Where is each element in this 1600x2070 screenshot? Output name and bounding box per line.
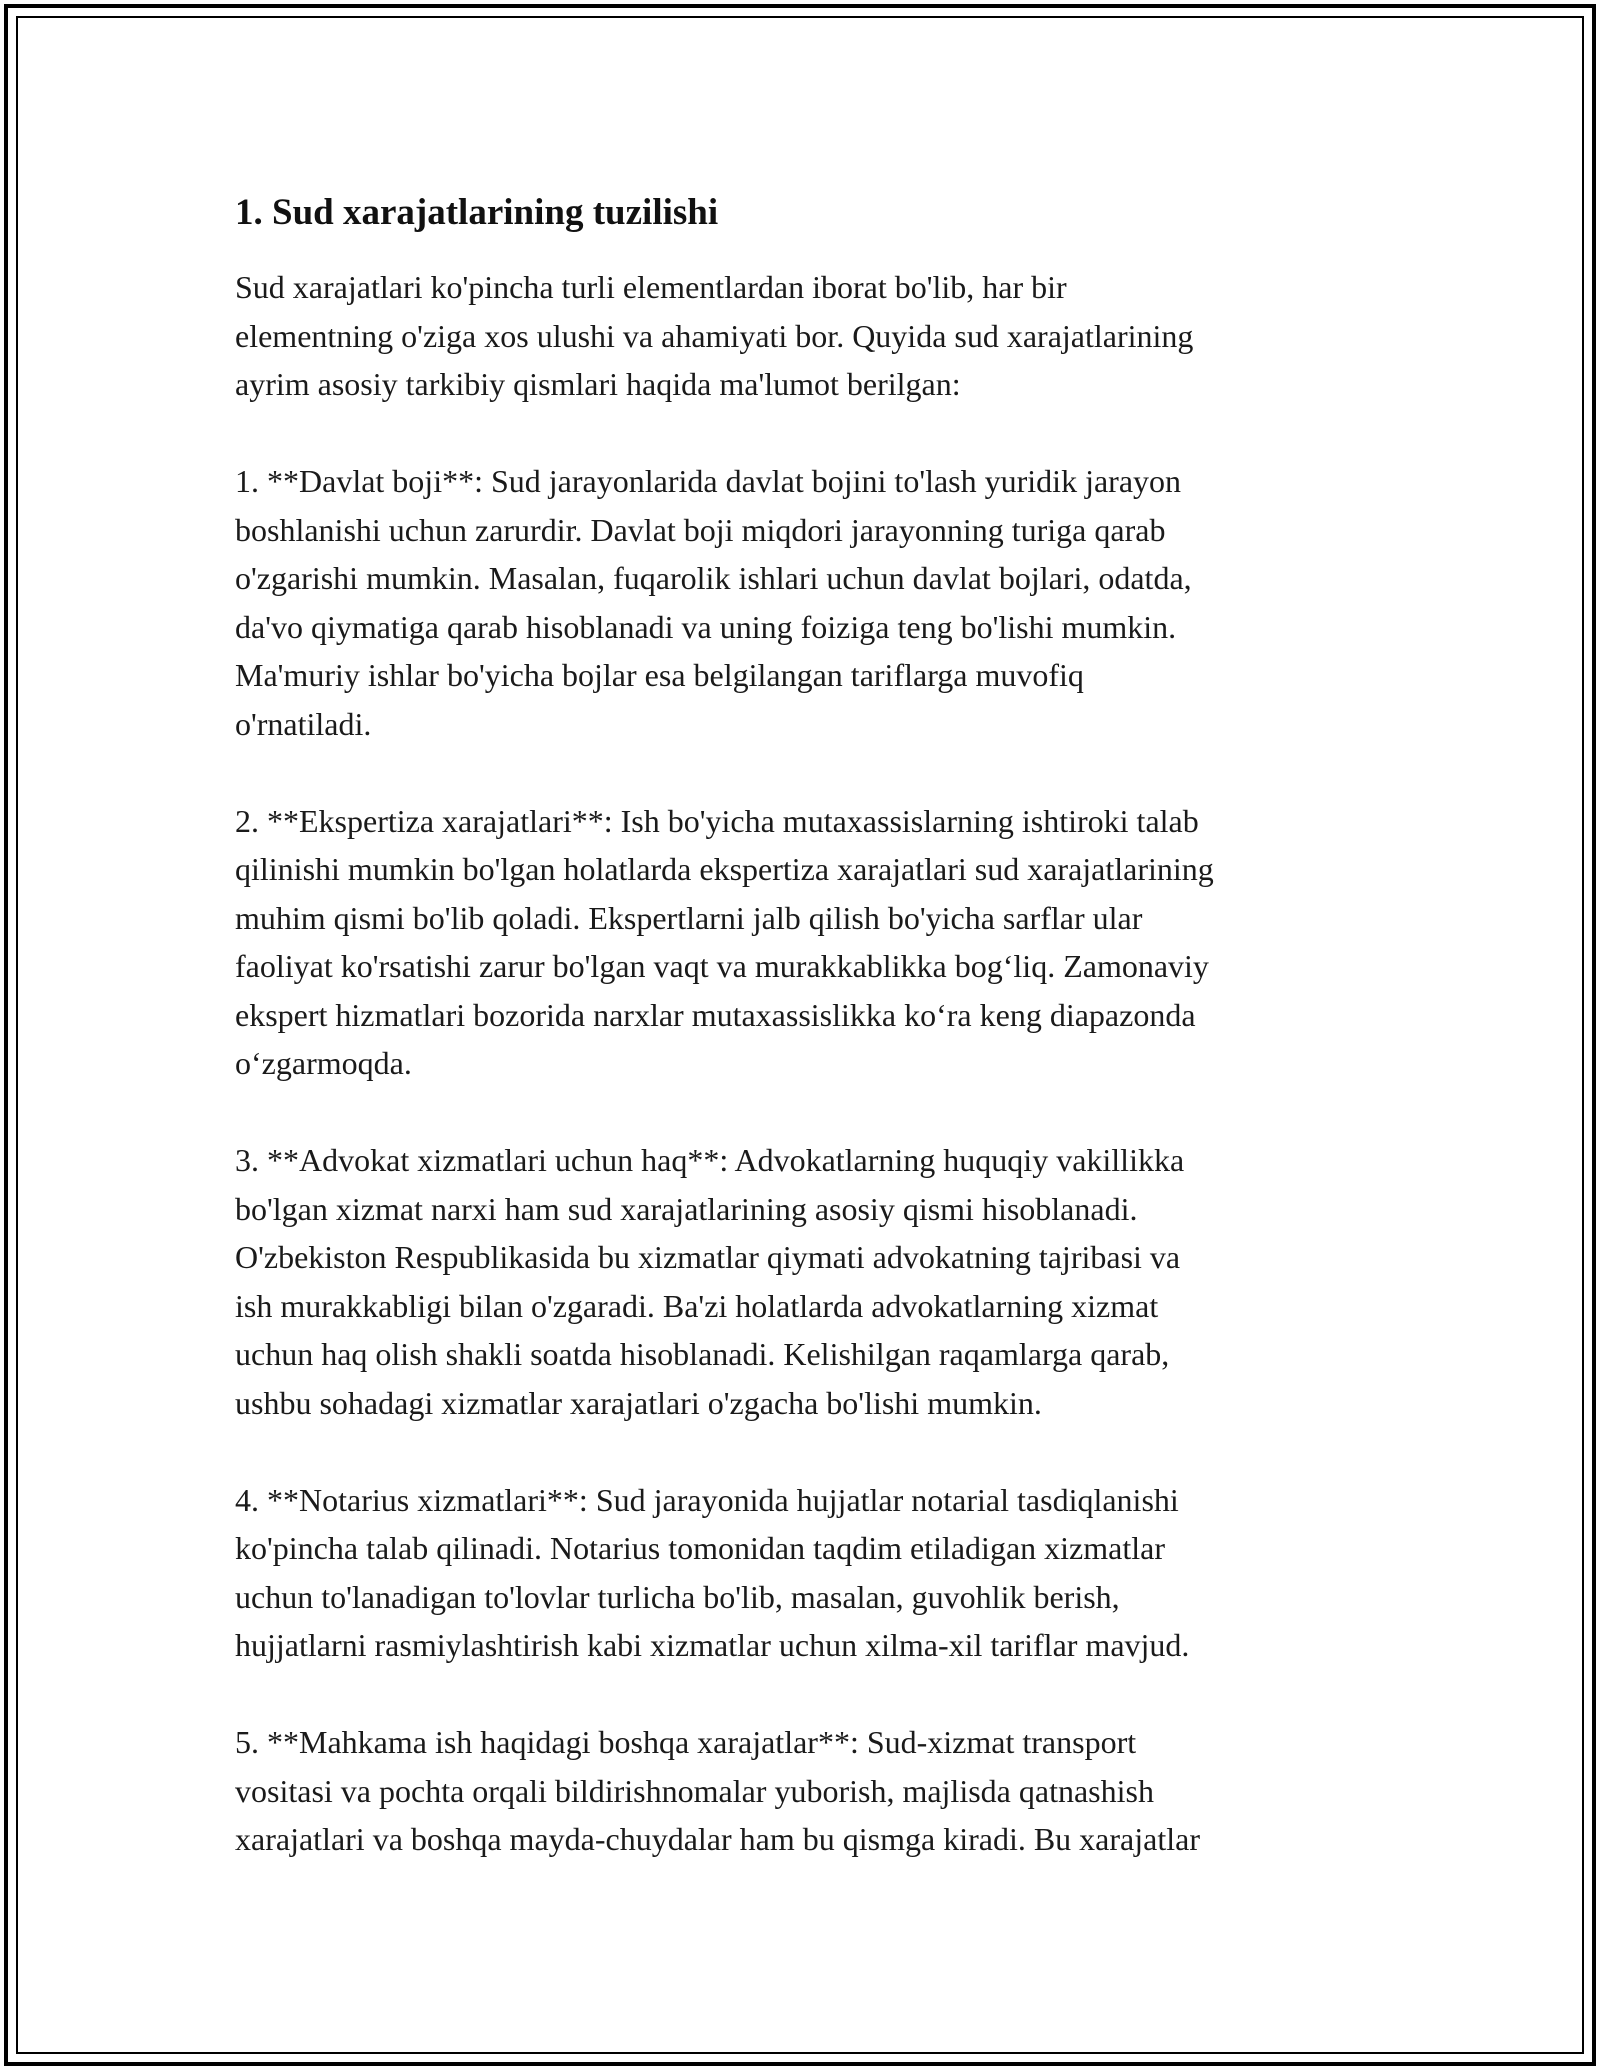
text-line: bo'lgan xizmat narxi ham sud xarajatlarining asosiy qismi hisoblanadi. xyxy=(235,1190,1138,1227)
text-line: ekspert hizmatlari bozorida narxlar mutaxassislikka ko‘ra keng diapazonda xyxy=(235,996,1196,1033)
text-line: o'rnatiladi. xyxy=(235,705,372,742)
text-line: elementning o'ziga xos ulushi va ahamiyati bor. Quyida sud xarajatlarining xyxy=(235,317,1194,354)
item-ekspertiza-xarajatlari xyxy=(235,797,1365,1088)
text-line: uchun to'lanadigan to'lovlar turlicha bo'lib, masalan, guvohlik berish, xyxy=(235,1578,1120,1615)
text-line: Sud xarajatlari ko'pincha turli elementlardan iborat bo'lib, har bir xyxy=(235,269,1067,305)
text-line: Ma'muriy ishlar bo'yicha bojlar esa belgilangan tariflarga muvofiq xyxy=(235,657,1084,693)
item-advokat-xizmatlari xyxy=(235,1136,1365,1427)
document-body xyxy=(235,185,1365,1912)
text-line: 4. **Notarius xizmatlari**: Sud jarayonida hujjatlar notarial tasdiqlanishi xyxy=(235,1481,1179,1518)
text-line: qilinishi mumkin bo'lgan holatlarda ekspertiza xarajatlari sud xarajatlarining xyxy=(235,851,1214,887)
text-line: O'zbekiston Respublikasida bu xizmatlar qiymati advokatning tajribasi va xyxy=(235,1239,1181,1275)
text-line: o'zgarishi mumkin. Masalan, fuqarolik ishlari uchun davlat bojlari, odatda, xyxy=(235,560,1192,596)
text-line: faoliyat ko'rsatishi zarur bo'lgan vaqt va murakkablikka bog‘liq. Zamonaviy xyxy=(235,948,1209,984)
text-line: 1. **Davlat boji**: Sud jarayonlarida davlat bojini to'lash yuridik jarayon xyxy=(235,463,1182,499)
item-notarius-xizmatlari xyxy=(235,1476,1365,1670)
text-line: 3. **Advokat xizmatlari uchun haq**: Advokatlarning huquqiy vakillikka xyxy=(235,1142,1185,1178)
text-line: vositasi va pochta orqali bildirishnomalar yuborish, majlisda qatnashish xyxy=(235,1772,1154,1809)
text-line: boshlanishi uchun zarurdir. Davlat boji miqdori jarayonning turiga qarab xyxy=(235,511,1166,548)
section-title: 1. Sud xarajatlarining tuzilishi xyxy=(235,192,719,233)
text-line: xarajatlari va boshqa mayda-chuydalar ham bu qismga kiradi. Bu xarajatlar xyxy=(235,1821,1200,1857)
text-line: ayrim asosiy tarkibiy qismlari haqida ma'lumot berilgan: xyxy=(235,366,961,402)
text-line: o‘zgarmoqda. xyxy=(235,1045,412,1081)
text-line: uchun haq olish shakli soatda hisoblanadi. Kelishilgan raqamlarga qarab, xyxy=(235,1336,1170,1372)
text-line: hujjatlarni rasmiylashtirish kabi xizmatlar uchun xilma-xil tariflar mavjud. xyxy=(235,1627,1190,1663)
text-line: muhim qismi bo'lib qoladi. Ekspertlarni jalb qilish bo'yicha sarflar ular xyxy=(235,899,1143,936)
intro-paragraph xyxy=(235,263,1365,409)
text-line: 2. **Ekspertiza xarajatlari**: Ish bo'yicha mutaxassislarning ishtiroki talab xyxy=(235,802,1199,839)
text-line: ko'pincha talab qilinadi. Notarius tomonidan taqdim etiladigan xizmatlar xyxy=(235,1530,1165,1566)
item-davlat-boji xyxy=(235,457,1365,748)
text-line: da'vo qiymatiga qarab hisoblanadi va uning foiziga teng bo'lishi mumkin. xyxy=(235,608,1177,645)
text-line: 5. **Mahkama ish haqidagi boshqa xarajatlar**: Sud-xizmat transport xyxy=(235,1724,1137,1760)
item-boshqa-xarajatlar xyxy=(235,1718,1365,1864)
text-line: ish murakkabligi bilan o'zgaradi. Ba'zi holatlarda advokatlarning xizmat xyxy=(235,1287,1159,1324)
text-line: ushbu sohadagi xizmatlar xarajatlari o'zgacha bo'lishi mumkin. xyxy=(235,1384,1042,1421)
